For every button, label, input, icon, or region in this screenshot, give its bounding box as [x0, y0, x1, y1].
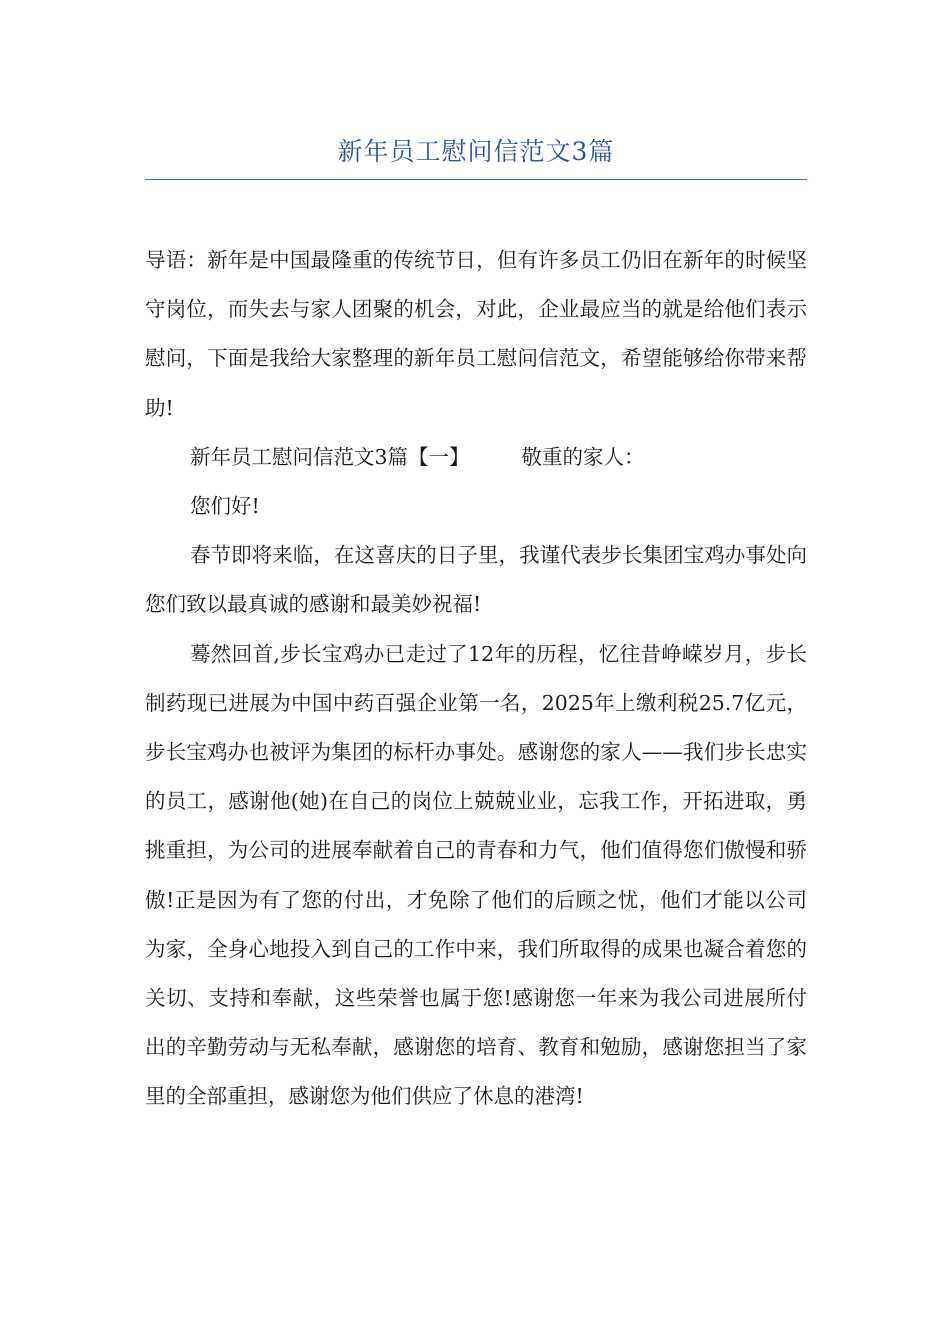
greeting: 您们好!	[190, 494, 260, 519]
intro-paragraph: 导语：新年是中国最隆重的传统节日，但有许多员工仍旧在新年的时候坚守岗位，而失去与家人团聚的机会，对此，企业最应当的就是给他们表示慰问，下面是我给大家整理的新年员工慰问信范文，希望能够给你带来帮助!	[145, 248, 807, 420]
body-paragraph-1: 春节即将来临，在这喜庆的日子里，我谨代表步长集团宝鸡办事处向您们致以最真诚的感谢和最美妙祝福!	[145, 543, 807, 617]
section-heading: 新年员工慰问信范文3篇【一】	[190, 444, 470, 469]
document-title: 新年员工慰问信范文3篇	[337, 137, 615, 166]
document-body	[145, 236, 807, 1122]
body-paragraph-2: 蓦然回首,步长宝鸡办已走过了12年的历程，忆往昔峥嵘岁月，步长制药现已进展为中国中药百强企业第一名，2025年上缴利税25.7亿元，步长宝鸡办也被评为集团的标杆办事处。感谢您的家人——我们步长忠实的员工，感谢他(她)在自己的岗位上兢兢业业，忘我工作，开拓进取，勇挑重担，为公司的进展奉献着自己的青春和力气，他们值得您们傲慢和骄傲!正是因为有了您的付出，才免除了他们的后顾之忧，他们才能以公司为家，全身心地投入到自己的工作中来，我们所取得的成果也凝合着您的关切、支持和奉献，这些荣誉也属于您!感谢您一年来为我公司进展所付出的辛勤劳动与无私奉献，感谢您的培育、教育和勉励，感谢您担当了家里的全部重担，感谢您为他们供应了休息的港湾!	[145, 641, 807, 1109]
title-underline	[145, 179, 807, 180]
section-heading-line	[145, 433, 807, 482]
salutation: 敬重的家人：	[521, 444, 645, 469]
